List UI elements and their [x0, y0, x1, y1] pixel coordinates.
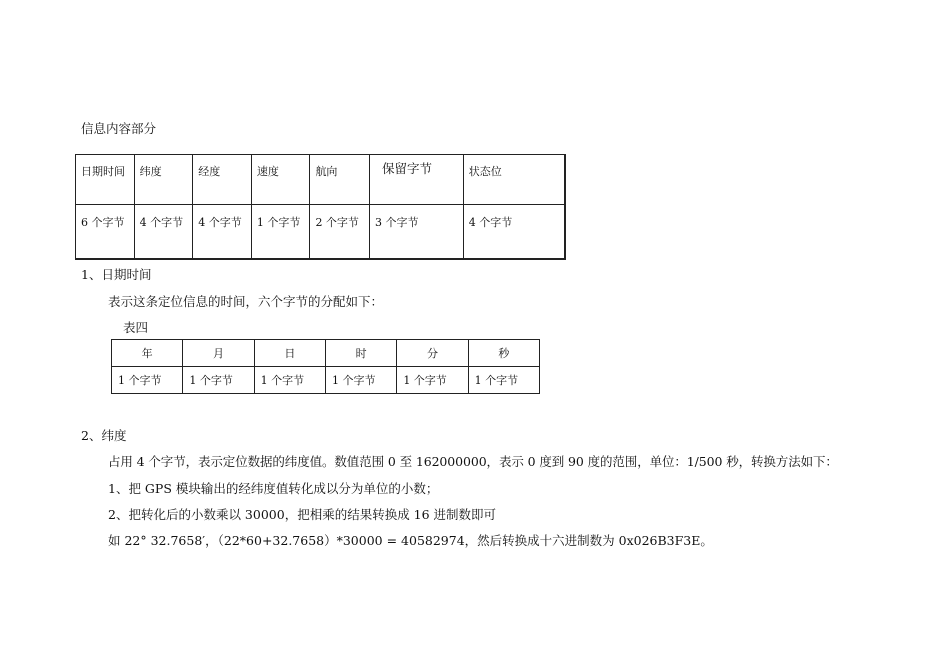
section-1-description: 表示这条定位信息的时间，六个字节的分配如下： — [108, 294, 384, 309]
header-cell-longitude: 经度 — [193, 155, 252, 205]
value-cell-day: 1 个字节 — [254, 367, 325, 394]
section-1-heading: 1、日期时间 — [81, 267, 152, 282]
section-2-heading: 2、纬度 — [81, 428, 127, 443]
header-cell-second: 秒 — [468, 340, 539, 367]
section-title: 信息内容部分 — [81, 121, 157, 136]
header-cell-hour: 时 — [325, 340, 396, 367]
value-cell-reserved: 3 个字节 — [370, 205, 464, 260]
value-cell-speed: 1 个字节 — [251, 205, 310, 260]
value-cell-minute: 1 个字节 — [397, 367, 468, 394]
value-cell-heading: 2 个字节 — [310, 205, 370, 260]
header-cell-minute: 分 — [397, 340, 468, 367]
value-cell-longitude: 4 个字节 — [193, 205, 252, 260]
value-cell-hour: 1 个字节 — [325, 367, 396, 394]
header-cell-month: 月 — [183, 340, 254, 367]
header-cell-heading: 航向 — [310, 155, 370, 205]
value-cell-year: 1 个字节 — [112, 367, 183, 394]
value-cell-latitude: 4 个字节 — [134, 205, 193, 260]
conversion-step-2: 2、把转化后的小数乘以 30000，把相乘的结果转换成 16 进制数即可 — [108, 507, 497, 522]
datetime-allocation-table — [111, 339, 540, 394]
header-cell-datetime: 日期时间 — [76, 155, 135, 205]
content-structure-table — [75, 154, 566, 260]
value-cell-month: 1 个字节 — [183, 367, 254, 394]
table-caption: 表四 — [123, 320, 149, 335]
header-cell-status: 状态位 — [463, 155, 565, 205]
header-cell-day: 日 — [254, 340, 325, 367]
value-cell-status: 4 个字节 — [463, 205, 565, 260]
value-cell-second: 1 个字节 — [468, 367, 539, 394]
section-2-description: 占用 4 个字节，表示定位数据的纬度值。数值范围 0 至 162000000，表示 0 度到 90 度的范围，单位：1/500 秒，转换方法如下： — [108, 454, 838, 469]
value-cell-datetime: 6 个字节 — [76, 205, 135, 260]
header-cell-reserved: 保留字节 — [370, 155, 464, 205]
header-cell-year: 年 — [112, 340, 183, 367]
conversion-step-1: 1、把 GPS 模块输出的经纬度值转化成以分为单位的小数； — [108, 481, 439, 496]
header-cell-latitude: 纬度 — [134, 155, 193, 205]
conversion-example: 如 22° 32.7658′，（22*60+32.7658）*30000 = 40582974，然后转换成十六进制数为 0x026B3F3E。 — [108, 533, 713, 548]
header-cell-speed: 速度 — [251, 155, 310, 205]
